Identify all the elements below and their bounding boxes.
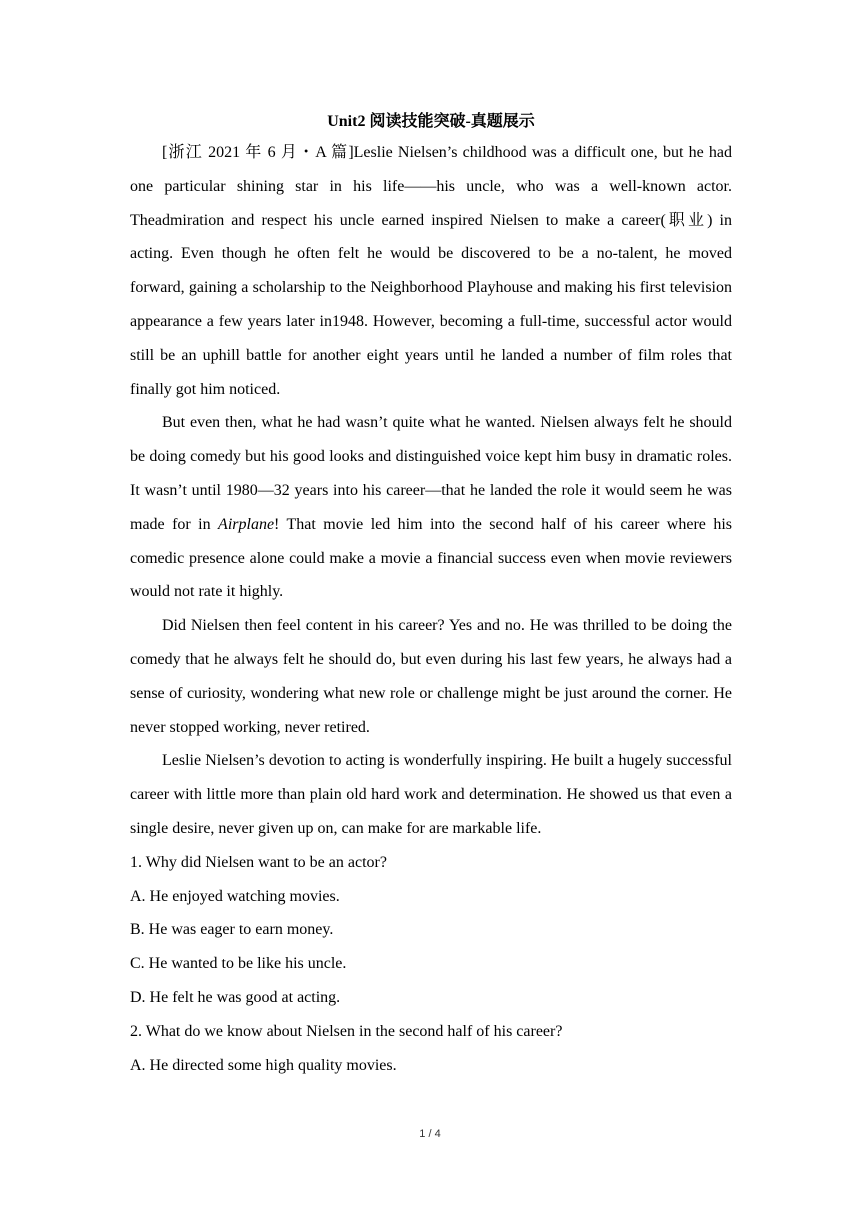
question-1-option-b: B. He was eager to earn money. — [130, 921, 334, 939]
paragraph-text: [浙江 2021 年 6 月・A 篇]Leslie Nielsen’s childhood was a difficult one, but he had one particular shining star in his life——his uncle, who was a well-known actor. Theadmiration and respect his uncle earned inspired Nielsen to make a career(职业) in acting. Even though he often felt he would be discovered to be a no-talent, he moved forward, gaining a scholarship to the Neighborhood Playhouse and making his first television appearance a few years later in1948. However, becoming a full-time, successful actor would still be an uphill battle for another eight years until he landed a number of film roles that finally got him noticed. — [130, 144, 732, 398]
passage-paragraph-3 — [130, 609, 732, 744]
question-2: 2. What do we know about Nielsen in the second half of his career? — [130, 1022, 563, 1040]
passage-paragraph-4 — [130, 744, 732, 845]
question-1-option-a: A. He enjoyed watching movies. — [130, 887, 340, 905]
question-1-option-c: C. He wanted to be like his uncle. — [130, 955, 347, 973]
question-2-option-a: A. He directed some high quality movies. — [130, 1056, 397, 1074]
question-1-option-d: D. He felt he was good at acting. — [130, 988, 341, 1006]
passage-paragraph-2 — [130, 406, 732, 609]
paragraph-text: Leslie Nielsen’s devotion to acting is wonderfully inspiring. He built a hugely successful career with little more than plain old hard work and determination. He showed us that even a single desire, never given up on, can make for are markable life. — [130, 752, 732, 837]
question-1: 1. Why did Nielsen want to be an actor? — [130, 853, 387, 871]
paragraph-text: But even then, what he had wasn’t quite what he wanted. Nielsen always felt he should be doing comedy but his good looks and distinguished voice kept him busy in dramatic roles. It wasn’t until 1980—32 years into his career—that he landed the role it would seem he was made for in — [130, 414, 732, 533]
passage-paragraph-1 — [130, 136, 732, 406]
paragraph-text-continued: ! That movie led him into the second half of his career where his comedic presence alone could make a movie a financial success even when movie reviewers would not rate it highly. — [130, 515, 732, 601]
document-page — [130, 108, 732, 1082]
document-title: Unit2 阅读技能突破-真题展示 — [327, 113, 535, 130]
movie-title-italic: Airplane — [218, 515, 275, 533]
paragraph-text: Did Nielsen then feel content in his career? Yes and no. He was thrilled to be doing the comedy that he always felt he should do, but even during his last few years, he always had a sense of curiosity, wondering what new role or challenge might be just around the corner. He never stopped working, never retired. — [130, 617, 732, 736]
page-number: 1 / 4 — [419, 1128, 441, 1140]
